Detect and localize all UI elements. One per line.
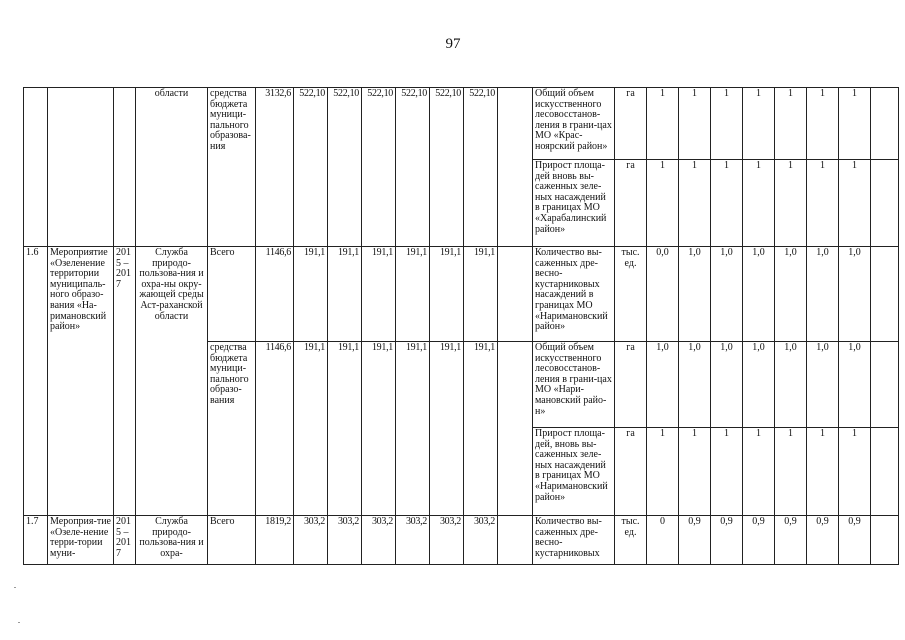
- table-row: [24, 516, 899, 565]
- indicator-value: 1,0: [807, 342, 839, 428]
- indicator-value: 1,0: [711, 342, 743, 428]
- indicator-value: 1: [711, 428, 743, 516]
- indicator-value: 1: [711, 160, 743, 247]
- funding-year: 191,1: [362, 247, 396, 342]
- activity-name: Мероприя-тие «Озеле-нение терри-тории муни-: [48, 516, 114, 565]
- indicator-value: 0,9: [679, 516, 711, 565]
- indicator-unit: тыс. ед.: [615, 516, 647, 565]
- indicator-unit: га: [615, 88, 647, 160]
- page-number: 97: [445, 36, 461, 52]
- empty-cell: [871, 516, 899, 565]
- empty-cell: [871, 428, 899, 516]
- indicator-value: 1: [679, 160, 711, 247]
- funding-source: средства бюджета муници-пального образова-ния: [208, 88, 256, 247]
- indicator-value: 1: [679, 428, 711, 516]
- indicator-value: 1: [775, 160, 807, 247]
- funding-year: 522,10: [294, 88, 328, 247]
- funding-year: 191,1: [430, 342, 464, 516]
- indicator-value: 1: [839, 160, 871, 247]
- indicator-name: Прирост площа-дей вновь вы-саженных зеле-ных насаждений в границах МО «Харабалинский район»: [533, 160, 615, 247]
- indicator-value: 1: [743, 428, 775, 516]
- indicator-value: 1,0: [743, 342, 775, 428]
- indicator-name: Общий объем искусственного лесовосстанов-ления в грани-цах МО «Нари-мановский райо-н»: [533, 342, 615, 428]
- row-number: 1.7: [24, 516, 48, 565]
- executor: Служба природо-пользова-ния и охра-: [136, 516, 208, 565]
- empty-cell: [871, 342, 899, 428]
- indicator-value: 0,9: [743, 516, 775, 565]
- funding-year: 191,1: [294, 247, 328, 342]
- funding-year: 303,2: [328, 516, 362, 565]
- executor: Служба природо-пользова-ния и охра-ны окру-жающей среды Аст-раханской области: [136, 247, 208, 516]
- funding-year: 303,2: [294, 516, 328, 565]
- years: 2015 – 2017: [114, 247, 136, 516]
- funding-year: 191,1: [328, 247, 362, 342]
- funding-year: 303,2: [362, 516, 396, 565]
- indicator-value: 1: [743, 88, 775, 160]
- indicator-value: 1: [807, 88, 839, 160]
- funding-year: 191,1: [464, 247, 498, 342]
- funding-year: 303,2: [464, 516, 498, 565]
- row-number: 1.6: [24, 247, 48, 516]
- indicator-value: 1: [647, 88, 679, 160]
- empty-cell: [498, 516, 533, 565]
- indicator-value: 1,0: [711, 247, 743, 342]
- funding-year: 303,2: [430, 516, 464, 565]
- indicator-value: 1: [775, 428, 807, 516]
- funding-year: 191,1: [362, 342, 396, 516]
- indicator-value: 1,0: [679, 247, 711, 342]
- indicator-value: 1: [647, 160, 679, 247]
- row-number: [24, 88, 48, 247]
- indicator-value: 0: [647, 516, 679, 565]
- funding-year: 191,1: [396, 247, 430, 342]
- empty-cell: [871, 247, 899, 342]
- funding-year: 522,10: [430, 88, 464, 247]
- indicator-value: 0,9: [711, 516, 743, 565]
- funding-source: Всего: [208, 247, 256, 342]
- indicator-value: 1: [839, 88, 871, 160]
- executor: области: [136, 88, 208, 247]
- indicator-value: 1: [807, 428, 839, 516]
- funding-year: 522,10: [464, 88, 498, 247]
- indicator-value: 1,0: [839, 342, 871, 428]
- indicator-value: 1,0: [839, 247, 871, 342]
- indicator-value: 0,9: [839, 516, 871, 565]
- funding-total: 1819,2: [256, 516, 294, 565]
- empty-cell: [498, 88, 533, 247]
- funding-year: 191,1: [294, 342, 328, 516]
- years: [114, 88, 136, 247]
- indicator-value: 1,0: [775, 247, 807, 342]
- funding-total: 1146,6: [256, 342, 294, 516]
- indicator-name: Количество вы-саженных дре-весно-кустарниковых: [533, 516, 615, 565]
- funding-year: 303,2: [396, 516, 430, 565]
- indicator-value: 1: [679, 88, 711, 160]
- indicator-name: Общий объем искусственного лесовосстанов-ления в грани-цах МО «Крас-ноярский район»: [533, 88, 615, 160]
- indicator-unit: тыс. ед.: [615, 247, 647, 342]
- indicator-value: 0,9: [775, 516, 807, 565]
- scan-speck: [18, 622, 20, 623]
- funding-total: 3132,6: [256, 88, 294, 247]
- indicator-value: 1: [807, 160, 839, 247]
- funding-year: 191,1: [328, 342, 362, 516]
- indicator-value: 1,0: [775, 342, 807, 428]
- indicator-value: 1: [743, 160, 775, 247]
- funding-source: средства бюджета муници-пального образо-вания: [208, 342, 256, 516]
- years: 2015 – 2017: [114, 516, 136, 565]
- empty-cell: [498, 247, 533, 342]
- table-row: [24, 247, 899, 342]
- activity-name: [48, 88, 114, 247]
- funding-source: Всего: [208, 516, 256, 565]
- indicator-value: 1: [647, 428, 679, 516]
- indicator-value: 1: [775, 88, 807, 160]
- program-table: [23, 87, 899, 565]
- indicator-value: 1,0: [807, 247, 839, 342]
- funding-year: 191,1: [396, 342, 430, 516]
- indicator-unit: га: [615, 342, 647, 428]
- scan-speck: [14, 587, 16, 588]
- indicator-name: Количество вы-саженных дре-весно-кустарниковых насаждений в границах МО «Наримановский район»: [533, 247, 615, 342]
- empty-cell: [871, 160, 899, 247]
- funding-year: 191,1: [464, 342, 498, 516]
- funding-year: 522,10: [328, 88, 362, 247]
- indicator-name: Прирост площа-дей, вновь вы-саженных зеле-ных насаждений в границах МО «Наримановский район»: [533, 428, 615, 516]
- indicator-value: 1,0: [647, 342, 679, 428]
- funding-year: 191,1: [430, 247, 464, 342]
- indicator-unit: га: [615, 428, 647, 516]
- indicator-value: 0,0: [647, 247, 679, 342]
- empty-cell: [498, 342, 533, 516]
- table-row: [24, 88, 899, 160]
- indicator-value: 1,0: [679, 342, 711, 428]
- indicator-value: 1: [711, 88, 743, 160]
- funding-total: 1146,6: [256, 247, 294, 342]
- funding-year: 522,10: [362, 88, 396, 247]
- indicator-value: 0,9: [807, 516, 839, 565]
- indicator-unit: га: [615, 160, 647, 247]
- activity-name: Мероприятие «Озеленение территории муниципаль-ного образо-вания «На-римановский район»: [48, 247, 114, 516]
- indicator-value: 1,0: [743, 247, 775, 342]
- indicator-value: 1: [839, 428, 871, 516]
- empty-cell: [871, 88, 899, 160]
- funding-year: 522,10: [396, 88, 430, 247]
